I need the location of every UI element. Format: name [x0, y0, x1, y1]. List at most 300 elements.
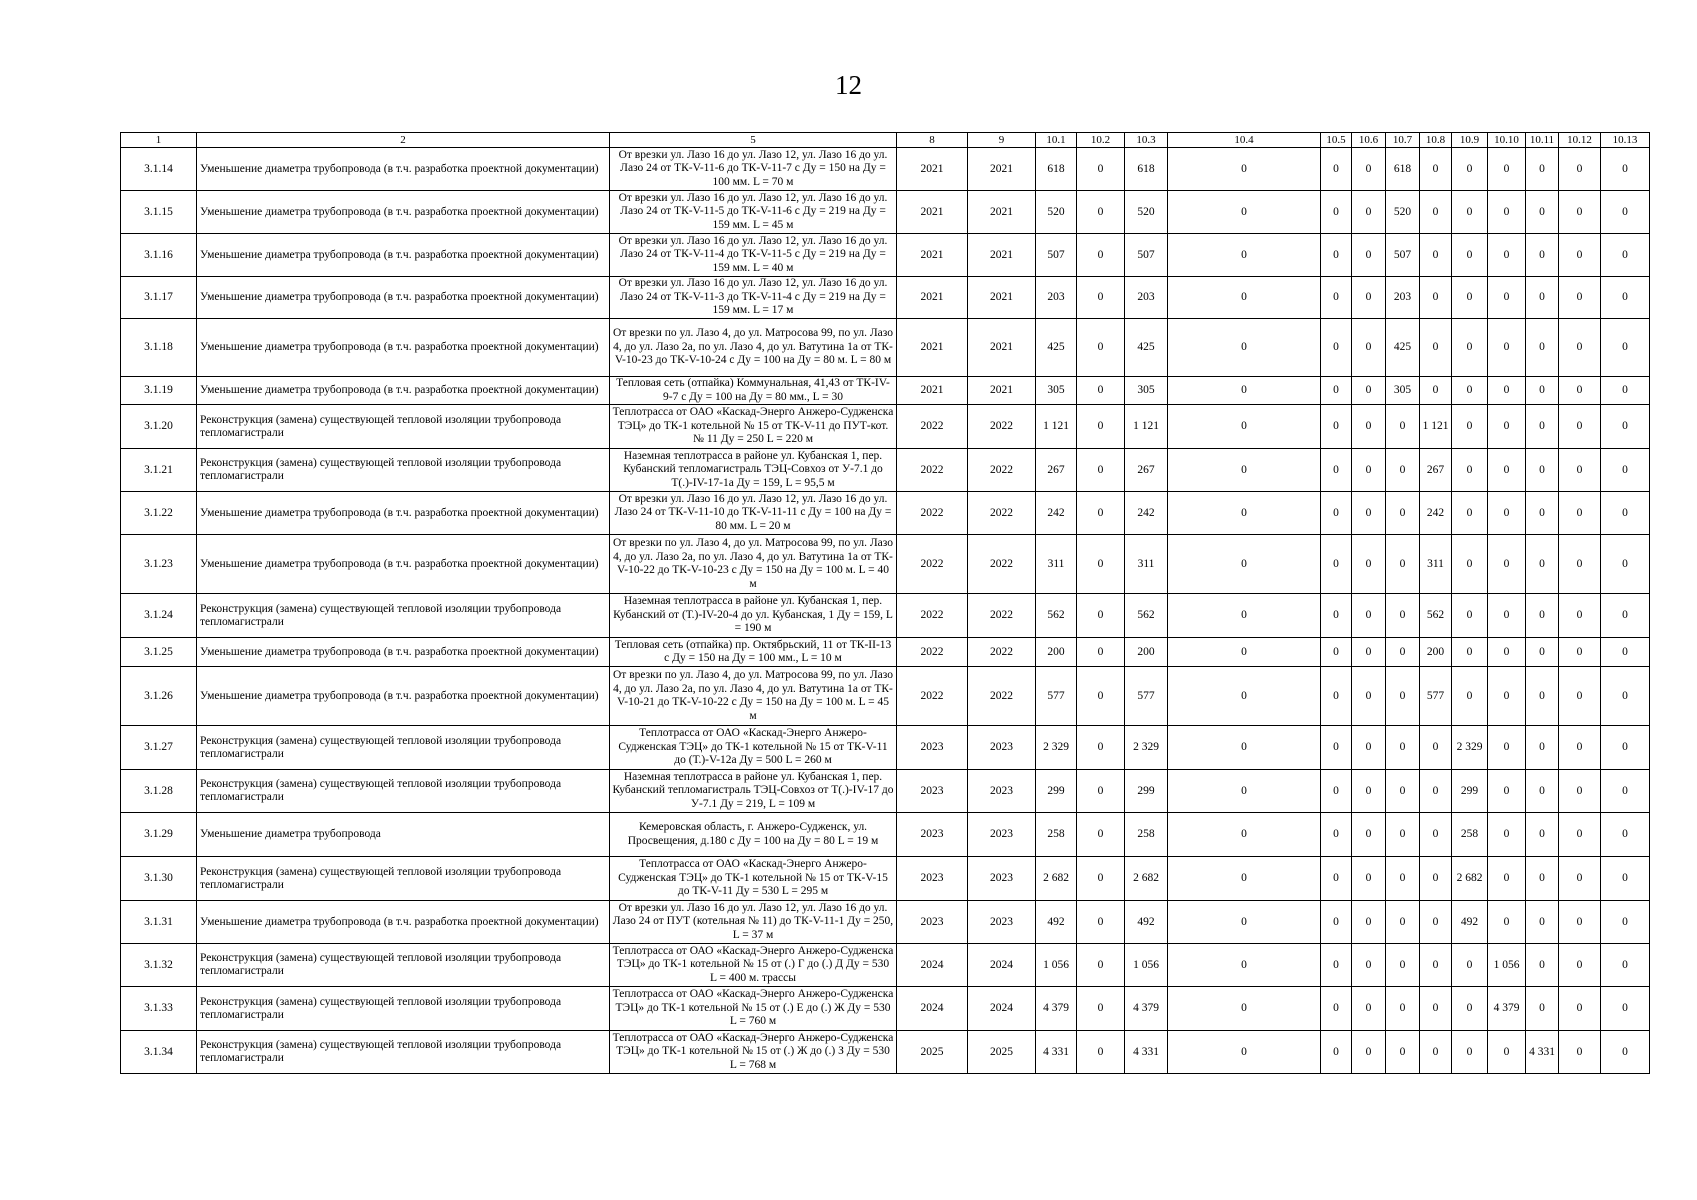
row-value: 0 — [1420, 1031, 1452, 1074]
row-value: 0 — [1452, 944, 1488, 987]
row-value: 0 — [1168, 1031, 1321, 1074]
row-value: 0 — [1601, 901, 1650, 944]
row-value: 0 — [1352, 377, 1386, 405]
row-value: 0 — [1488, 319, 1526, 377]
row-value: 0 — [1452, 667, 1488, 726]
row-value: 0 — [1168, 857, 1321, 901]
row-value: 507 — [1386, 234, 1420, 277]
row-value: 0 — [1077, 449, 1125, 492]
row-value: 0 — [1077, 277, 1125, 319]
row-value: 2 682 — [1036, 857, 1077, 901]
row-value: 0 — [1559, 449, 1601, 492]
row-start-year: 2021 — [897, 191, 968, 234]
column-header: 10.5 — [1321, 133, 1352, 148]
row-value: 0 — [1526, 594, 1559, 638]
row-value: 299 — [1125, 770, 1168, 813]
row-value: 0 — [1386, 638, 1420, 667]
column-header: 5 — [610, 133, 897, 148]
row-value: 0 — [1526, 148, 1559, 191]
row-value: 203 — [1125, 277, 1168, 319]
row-value: 0 — [1321, 726, 1352, 770]
row-value: 492 — [1036, 901, 1077, 944]
row-name: Уменьшение диаметра трубопровода (в т.ч. разработка проектной документации) — [197, 277, 610, 319]
row-value: 0 — [1601, 377, 1650, 405]
row-name: Уменьшение диаметра трубопровода (в т.ч. разработка проектной документации) — [197, 191, 610, 234]
row-value: 0 — [1488, 638, 1526, 667]
row-value: 0 — [1420, 944, 1452, 987]
column-header: 10.6 — [1352, 133, 1386, 148]
row-value: 258 — [1452, 813, 1488, 857]
row-value: 0 — [1601, 492, 1650, 535]
row-value: 0 — [1168, 667, 1321, 726]
row-value: 0 — [1352, 638, 1386, 667]
row-value: 0 — [1077, 857, 1125, 901]
row-value: 0 — [1488, 726, 1526, 770]
row-value: 0 — [1452, 1031, 1488, 1074]
row-value: 0 — [1321, 901, 1352, 944]
row-value: 0 — [1352, 535, 1386, 594]
row-location: Тепловая сеть (отпайка) пр. Октябрьский, 11 от ТК-II-13 с Ду = 150 на Ду = 100 мм., L = 10 м — [610, 638, 897, 667]
row-value: 4 331 — [1125, 1031, 1168, 1074]
row-value: 0 — [1526, 492, 1559, 535]
row-value: 0 — [1077, 405, 1125, 449]
row-id: 3.1.24 — [121, 594, 197, 638]
column-header: 10.1 — [1036, 133, 1077, 148]
row-value: 0 — [1077, 319, 1125, 377]
row-value: 0 — [1559, 319, 1601, 377]
row-value: 0 — [1601, 770, 1650, 813]
row-value: 0 — [1077, 594, 1125, 638]
row-location: От врезки ул. Лазо 16 до ул. Лазо 12, ул. Лазо 16 до ул. Лазо 24 от ТК-V-11-10 до ТК-V-11-11 с Ду = 100 на Ду = 80 мм. L = 20 м — [610, 492, 897, 535]
row-value: 299 — [1452, 770, 1488, 813]
row-value: 0 — [1488, 813, 1526, 857]
row-value: 0 — [1386, 405, 1420, 449]
row-value: 0 — [1321, 405, 1352, 449]
row-name: Реконструкция (замена) существующей тепловой изоляции трубопровода тепломагистрали — [197, 1031, 610, 1074]
table-row — [121, 857, 1650, 901]
row-value: 0 — [1352, 987, 1386, 1031]
row-end-year: 2023 — [968, 770, 1036, 813]
row-end-year: 2021 — [968, 319, 1036, 377]
column-header: 2 — [197, 133, 610, 148]
row-value: 0 — [1526, 667, 1559, 726]
row-start-year: 2021 — [897, 277, 968, 319]
row-id: 3.1.21 — [121, 449, 197, 492]
row-start-year: 2023 — [897, 901, 968, 944]
row-value: 0 — [1526, 944, 1559, 987]
row-value: 0 — [1559, 944, 1601, 987]
row-value: 0 — [1168, 638, 1321, 667]
row-value: 4 379 — [1125, 987, 1168, 1031]
row-value: 0 — [1452, 148, 1488, 191]
row-value: 492 — [1125, 901, 1168, 944]
row-name: Уменьшение диаметра трубопровода (в т.ч. разработка проектной документации) — [197, 667, 610, 726]
row-end-year: 2024 — [968, 944, 1036, 987]
row-start-year: 2023 — [897, 813, 968, 857]
row-value: 0 — [1321, 944, 1352, 987]
row-value: 1 121 — [1036, 405, 1077, 449]
row-value: 0 — [1452, 377, 1488, 405]
row-value: 242 — [1036, 492, 1077, 535]
row-value: 0 — [1559, 492, 1601, 535]
row-value: 0 — [1601, 987, 1650, 1031]
row-end-year: 2022 — [968, 594, 1036, 638]
row-value: 305 — [1036, 377, 1077, 405]
row-end-year: 2021 — [968, 148, 1036, 191]
column-header: 10.7 — [1386, 133, 1420, 148]
row-value: 0 — [1601, 277, 1650, 319]
row-value: 0 — [1526, 857, 1559, 901]
row-value: 577 — [1036, 667, 1077, 726]
page-number: 12 — [835, 70, 862, 100]
row-value: 0 — [1601, 405, 1650, 449]
row-value: 4 379 — [1036, 987, 1077, 1031]
row-value: 0 — [1559, 770, 1601, 813]
row-value: 0 — [1420, 148, 1452, 191]
row-value: 0 — [1077, 813, 1125, 857]
row-value: 0 — [1488, 405, 1526, 449]
row-value: 507 — [1125, 234, 1168, 277]
row-start-year: 2023 — [897, 770, 968, 813]
row-value: 0 — [1601, 857, 1650, 901]
row-value: 242 — [1420, 492, 1452, 535]
table-row — [121, 191, 1650, 234]
row-value: 0 — [1559, 377, 1601, 405]
row-location: Наземная теплотрасса в районе ул. Кубанская 1, пер. Кубанский тепломагистраль ТЭЦ-Совхоз от У-7.1 до Т(.)-IV-17-1а Ду = 159, L = 95,5 м — [610, 449, 897, 492]
row-value: 0 — [1420, 857, 1452, 901]
row-value: 0 — [1601, 319, 1650, 377]
row-value: 267 — [1036, 449, 1077, 492]
row-end-year: 2022 — [968, 535, 1036, 594]
row-id: 3.1.22 — [121, 492, 197, 535]
row-value: 618 — [1036, 148, 1077, 191]
row-name: Уменьшение диаметра трубопровода (в т.ч. разработка проектной документации) — [197, 234, 610, 277]
row-end-year: 2023 — [968, 901, 1036, 944]
row-value: 0 — [1601, 726, 1650, 770]
row-end-year: 2024 — [968, 987, 1036, 1031]
row-value: 0 — [1559, 857, 1601, 901]
row-value: 0 — [1352, 726, 1386, 770]
row-value: 0 — [1321, 770, 1352, 813]
row-id: 3.1.20 — [121, 405, 197, 449]
row-value: 0 — [1168, 405, 1321, 449]
row-value: 305 — [1386, 377, 1420, 405]
table-row — [121, 535, 1650, 594]
row-name: Уменьшение диаметра трубопровода (в т.ч. разработка проектной документации) — [197, 377, 610, 405]
row-location: Теплотрасса от ОАО «Каскад-Энерго Анжеро-Судженска ТЭЦ» до ТК-1 котельной № 15 от (.) Е до (.) Ж Ду = 530 L = 760 м — [610, 987, 897, 1031]
row-value: 0 — [1559, 277, 1601, 319]
row-value: 0 — [1601, 234, 1650, 277]
row-value: 0 — [1526, 377, 1559, 405]
row-value: 0 — [1168, 191, 1321, 234]
row-value: 311 — [1420, 535, 1452, 594]
row-value: 0 — [1352, 319, 1386, 377]
row-name: Уменьшение диаметра трубопровода (в т.ч. разработка проектной документации) — [197, 901, 610, 944]
row-value: 0 — [1452, 638, 1488, 667]
row-value: 0 — [1168, 813, 1321, 857]
row-value: 0 — [1452, 987, 1488, 1031]
row-location: Теплотрасса от ОАО «Каскад-Энерго Анжеро-Судженска ТЭЦ» до ТК-1 котельной № 15 от (.) Г до (.) Д Ду = 530 L = 400 м. трассы — [610, 944, 897, 987]
row-value: 0 — [1386, 770, 1420, 813]
row-value: 1 056 — [1036, 944, 1077, 987]
row-location: От врезки по ул. Лазо 4, до ул. Матросова 99, по ул. Лазо 4, до ул. Лазо 2а, по ул. Лазо 4, до ул. Ватутина 1а от ТК-V-10-22 до ТК-V-10-23 с Ду = 150 на Ду = 100 м. L = 40 м — [610, 535, 897, 594]
row-location: Наземная теплотрасса в районе ул. Кубанская 1, пер. Кубанский от (Т.)-IV-20-4 до ул. Кубанская, 1 Ду = 159, L = 190 м — [610, 594, 897, 638]
row-value: 0 — [1386, 944, 1420, 987]
row-value: 0 — [1420, 987, 1452, 1031]
row-value: 0 — [1601, 594, 1650, 638]
row-value: 0 — [1488, 1031, 1526, 1074]
row-value: 0 — [1077, 987, 1125, 1031]
row-start-year: 2022 — [897, 405, 968, 449]
table-row — [121, 901, 1650, 944]
row-value: 0 — [1321, 377, 1352, 405]
row-end-year: 2021 — [968, 277, 1036, 319]
row-location: От врезки ул. Лазо 16 до ул. Лазо 12, ул. Лазо 16 до ул. Лазо 24 от ТК-V-11-5 до ТК-V-11-6 с Ду = 219 на Ду = 159 мм. L = 45 м — [610, 191, 897, 234]
row-value: 0 — [1168, 901, 1321, 944]
row-value: 0 — [1601, 148, 1650, 191]
row-value: 0 — [1420, 813, 1452, 857]
row-name: Реконструкция (замена) существующей тепловой изоляции трубопровода тепломагистрали — [197, 987, 610, 1031]
row-value: 0 — [1526, 535, 1559, 594]
row-name: Уменьшение диаметра трубопровода (в т.ч. разработка проектной документации) — [197, 492, 610, 535]
column-header: 10.8 — [1420, 133, 1452, 148]
row-value: 0 — [1168, 770, 1321, 813]
row-value: 0 — [1601, 813, 1650, 857]
row-value: 0 — [1559, 667, 1601, 726]
row-value: 0 — [1526, 987, 1559, 1031]
row-start-year: 2024 — [897, 944, 968, 987]
column-header: 10.11 — [1526, 133, 1559, 148]
row-value: 0 — [1168, 319, 1321, 377]
column-header: 10.10 — [1488, 133, 1526, 148]
row-value: 242 — [1125, 492, 1168, 535]
row-id: 3.1.25 — [121, 638, 197, 667]
row-id: 3.1.34 — [121, 1031, 197, 1074]
row-id: 3.1.29 — [121, 813, 197, 857]
row-value: 0 — [1526, 901, 1559, 944]
table-row — [121, 277, 1650, 319]
row-location: Теплотрасса от ОАО «Каскад-Энерго Анжеро-Судженская ТЭЦ» до ТК-1 котельной № 15 от ТК-V-11 до (Т.)-V-12а Ду = 500 L = 260 м — [610, 726, 897, 770]
row-value: 0 — [1077, 638, 1125, 667]
column-header: 10.2 — [1077, 133, 1125, 148]
row-value: 0 — [1601, 449, 1650, 492]
row-value: 267 — [1125, 449, 1168, 492]
row-value: 0 — [1077, 944, 1125, 987]
row-value: 0 — [1321, 319, 1352, 377]
row-value: 425 — [1036, 319, 1077, 377]
row-value: 0 — [1488, 857, 1526, 901]
row-value: 2 329 — [1125, 726, 1168, 770]
table-row — [121, 1031, 1650, 1074]
table-row — [121, 449, 1650, 492]
row-name: Реконструкция (замена) существующей тепловой изоляции трубопровода тепломагистрали — [197, 594, 610, 638]
row-value: 2 329 — [1036, 726, 1077, 770]
row-value: 0 — [1452, 405, 1488, 449]
row-value: 0 — [1386, 535, 1420, 594]
row-value: 0 — [1321, 813, 1352, 857]
row-value: 0 — [1526, 726, 1559, 770]
row-value: 0 — [1526, 191, 1559, 234]
row-location: Наземная теплотрасса в районе ул. Кубанская 1, пер. Кубанский тепломагистраль ТЭЦ-Совхоз от Т(.)-IV-17 до У-7.1 Ду = 219, L = 109 м — [610, 770, 897, 813]
row-value: 0 — [1386, 901, 1420, 944]
table-body — [121, 133, 1650, 1074]
row-value: 0 — [1420, 277, 1452, 319]
row-value: 0 — [1168, 594, 1321, 638]
row-value: 0 — [1321, 1031, 1352, 1074]
row-value: 520 — [1386, 191, 1420, 234]
row-value: 0 — [1168, 492, 1321, 535]
row-value: 0 — [1077, 377, 1125, 405]
row-location: От врезки по ул. Лазо 4, до ул. Матросова 99, по ул. Лазо 4, до ул. Лазо 2а, по ул. Лазо 4, до ул. Ватутина 1а от ТК-V-10-23 до ТК-V-10-24 с Ду = 100 на Ду = 80 м. L = 80 м — [610, 319, 897, 377]
row-value: 1 056 — [1488, 944, 1526, 987]
row-value: 0 — [1420, 726, 1452, 770]
row-value: 0 — [1452, 535, 1488, 594]
row-value: 0 — [1077, 726, 1125, 770]
row-value: 0 — [1488, 594, 1526, 638]
row-start-year: 2024 — [897, 987, 968, 1031]
row-value: 0 — [1420, 377, 1452, 405]
row-value: 4 331 — [1526, 1031, 1559, 1074]
row-end-year: 2022 — [968, 667, 1036, 726]
row-value: 0 — [1559, 234, 1601, 277]
column-header: 1 — [121, 133, 197, 148]
row-value: 0 — [1168, 726, 1321, 770]
row-value: 0 — [1488, 191, 1526, 234]
row-value: 0 — [1420, 901, 1452, 944]
row-value: 0 — [1526, 638, 1559, 667]
row-value: 618 — [1386, 148, 1420, 191]
row-value: 258 — [1125, 813, 1168, 857]
row-value: 0 — [1386, 594, 1420, 638]
row-value: 0 — [1386, 449, 1420, 492]
row-value: 0 — [1352, 277, 1386, 319]
row-value: 0 — [1352, 449, 1386, 492]
row-value: 0 — [1077, 1031, 1125, 1074]
row-value: 0 — [1321, 594, 1352, 638]
row-value: 2 682 — [1125, 857, 1168, 901]
row-value: 0 — [1488, 234, 1526, 277]
row-id: 3.1.33 — [121, 987, 197, 1031]
table-row — [121, 987, 1650, 1031]
row-value: 0 — [1386, 813, 1420, 857]
table-row — [121, 148, 1650, 191]
table-row — [121, 492, 1650, 535]
row-value: 562 — [1125, 594, 1168, 638]
row-end-year: 2023 — [968, 857, 1036, 901]
table-row — [121, 770, 1650, 813]
row-value: 0 — [1559, 535, 1601, 594]
row-value: 492 — [1452, 901, 1488, 944]
row-start-year: 2022 — [897, 492, 968, 535]
row-value: 0 — [1321, 987, 1352, 1031]
column-header: 9 — [968, 133, 1036, 148]
row-value: 520 — [1125, 191, 1168, 234]
row-value: 0 — [1559, 594, 1601, 638]
column-header: 10.4 — [1168, 133, 1321, 148]
row-value: 0 — [1077, 234, 1125, 277]
row-value: 0 — [1526, 449, 1559, 492]
row-value: 0 — [1526, 405, 1559, 449]
row-id: 3.1.27 — [121, 726, 197, 770]
row-end-year: 2022 — [968, 638, 1036, 667]
row-start-year: 2025 — [897, 1031, 968, 1074]
column-header: 10.12 — [1559, 133, 1601, 148]
row-value: 0 — [1321, 638, 1352, 667]
row-value: 0 — [1352, 405, 1386, 449]
row-value: 1 056 — [1125, 944, 1168, 987]
row-value: 0 — [1168, 234, 1321, 277]
row-value: 0 — [1601, 191, 1650, 234]
row-start-year: 2022 — [897, 638, 968, 667]
row-start-year: 2023 — [897, 857, 968, 901]
row-value: 0 — [1452, 492, 1488, 535]
row-value: 0 — [1452, 234, 1488, 277]
row-value: 0 — [1386, 857, 1420, 901]
row-start-year: 2022 — [897, 667, 968, 726]
row-value: 425 — [1125, 319, 1168, 377]
row-value: 0 — [1321, 277, 1352, 319]
row-value: 0 — [1488, 492, 1526, 535]
row-location: Теплотрасса от ОАО «Каскад-Энерго Анжеро-Судженска ТЭЦ» до ТК-1 котельной № 15 от (.) Ж до (.) З Ду = 530 L = 768 м — [610, 1031, 897, 1074]
row-id: 3.1.16 — [121, 234, 197, 277]
row-name: Реконструкция (замена) существующей тепловой изоляции трубопровода тепломагистрали — [197, 726, 610, 770]
column-header: 10.9 — [1452, 133, 1488, 148]
row-start-year: 2022 — [897, 594, 968, 638]
row-end-year: 2023 — [968, 813, 1036, 857]
row-value: 0 — [1488, 449, 1526, 492]
row-value: 311 — [1036, 535, 1077, 594]
row-value: 0 — [1420, 770, 1452, 813]
row-value: 0 — [1488, 770, 1526, 813]
row-end-year: 2025 — [968, 1031, 1036, 1074]
row-value: 0 — [1526, 319, 1559, 377]
table-row — [121, 813, 1650, 857]
row-value: 0 — [1321, 535, 1352, 594]
row-value: 0 — [1452, 449, 1488, 492]
row-value: 0 — [1601, 944, 1650, 987]
row-value: 4 379 — [1488, 987, 1526, 1031]
row-value: 0 — [1168, 449, 1321, 492]
row-value: 0 — [1168, 277, 1321, 319]
table-row — [121, 405, 1650, 449]
row-value: 258 — [1036, 813, 1077, 857]
row-value: 0 — [1420, 319, 1452, 377]
row-value: 562 — [1420, 594, 1452, 638]
row-value: 0 — [1559, 1031, 1601, 1074]
row-value: 0 — [1559, 148, 1601, 191]
row-value: 203 — [1036, 277, 1077, 319]
row-value: 0 — [1352, 667, 1386, 726]
row-location: Тепловая сеть (отпайка) Коммунальная, 41,43 от ТК-IV-9-7 с Ду = 100 на Ду = 80 мм., L = 30 — [610, 377, 897, 405]
table-row — [121, 638, 1650, 667]
row-value: 0 — [1077, 492, 1125, 535]
row-value: 200 — [1036, 638, 1077, 667]
row-value: 0 — [1488, 667, 1526, 726]
row-value: 1 121 — [1125, 405, 1168, 449]
row-value: 0 — [1526, 277, 1559, 319]
row-id: 3.1.23 — [121, 535, 197, 594]
row-value: 0 — [1321, 449, 1352, 492]
row-value: 0 — [1077, 535, 1125, 594]
row-value: 0 — [1077, 770, 1125, 813]
row-value: 0 — [1352, 1031, 1386, 1074]
row-value: 507 — [1036, 234, 1077, 277]
row-value: 0 — [1559, 987, 1601, 1031]
row-value: 0 — [1526, 813, 1559, 857]
row-value: 0 — [1559, 405, 1601, 449]
row-value: 305 — [1125, 377, 1168, 405]
row-value: 425 — [1386, 319, 1420, 377]
